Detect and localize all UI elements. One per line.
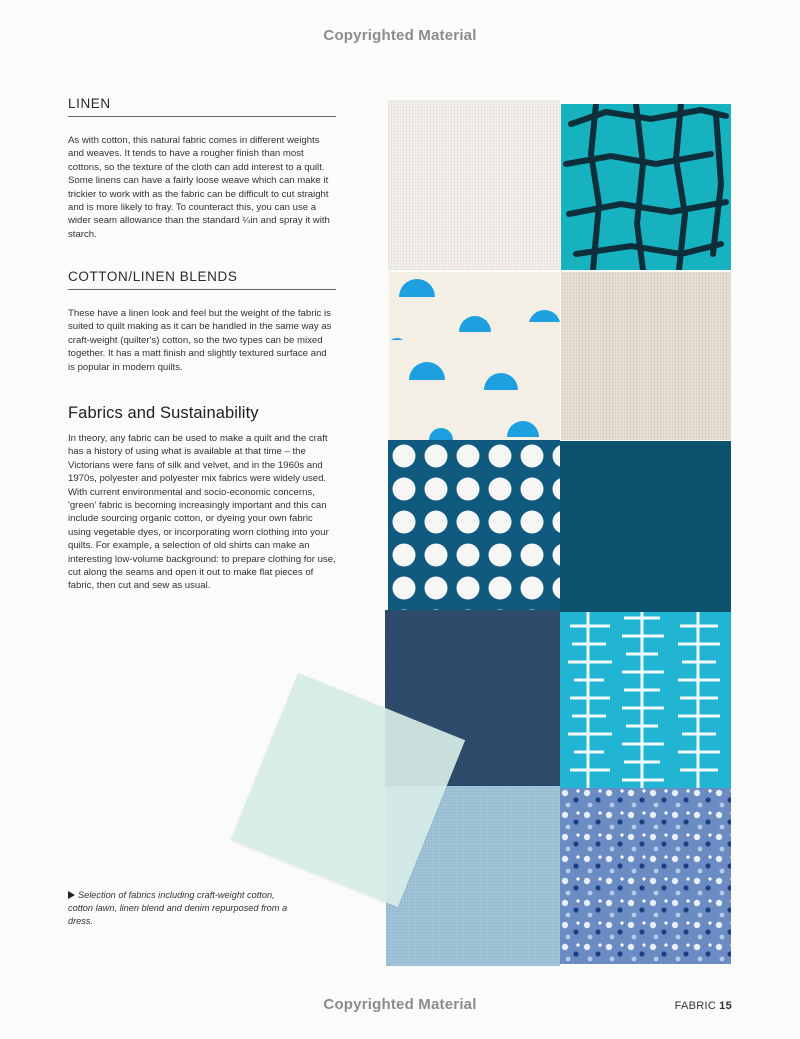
swatch-blue-semicircle-print (389, 272, 560, 440)
swatch-petrol-blue-solid (560, 441, 731, 612)
sustainability-heading: Fabrics and Sustainability (68, 404, 259, 422)
linen-body: As with cotton, this natural fabric comes in different weights and weaves. It tends to have a rougher finish than most cottons, so the texture of the cloth can add interest to a quilt. Some linens can have a fairly loose weave which can make it trickier to work with as the fabric can be difficult to cut straight and is more likely to fray. To counteract this, you can use a wider seam allowance than the standard ¼in and spray it with starch. (68, 135, 330, 240)
swatch-natural-linen (388, 100, 560, 270)
photo-caption (68, 889, 288, 927)
sustainability-body: In theory, any fabric can be used to make a quilt and the craft has a history of using what is available at that time – the Victorians were fans of silk and velvet, and in the 1960s and 1970s, polyester and polyester mix fabrics were widely used. With current environmental and socio-economic concerns, 'green' fabric is becoming increasingly important and this can include sourcing organic cotton, or dyeing your own fabric using vegetable dyes, or incorporating worn clothing into your quilts. For example, a selection of old shirts can make an interesting low-volume background: to prepare clothing for use, cut along the seams and open it out to make flat pieces of fabric, then cut and sew as usual. (68, 433, 336, 592)
swatch-navy-polka-dot (388, 440, 560, 610)
blends-section (68, 269, 336, 374)
watermark-top: Copyrighted Material (323, 27, 477, 44)
swatch-oatmeal-linen-blend (561, 272, 731, 440)
watermark-bottom: Copyrighted Material (323, 996, 477, 1013)
footer-section: FABRIC (674, 1000, 717, 1012)
blends-heading: COTTON/LINEN BLENDS (68, 269, 336, 290)
swatch-blue-floral-print (560, 788, 731, 964)
swatch-teal-crosshatch-print (561, 104, 731, 270)
sustainability-section (68, 432, 336, 593)
linen-section (68, 96, 336, 241)
caption-text: Selection of fabrics including craft-weight cotton, cotton lawn, linen blend and denim repurposed from a dress. (68, 890, 288, 926)
page-footer (675, 1000, 732, 1012)
blends-body: These have a linen look and feel but the weight of the fabric is suited to quilt making as it can be handled in the same way as craft-weight (quilter's) cotton, so the two types can be mixed together. It has a matt finish and slightly textured surface and is popular in modern quilts. (68, 308, 332, 373)
caption-arrow-icon (68, 891, 75, 899)
swatch-turquoise-ladder-print (560, 612, 731, 788)
linen-heading: LINEN (68, 96, 336, 117)
page-number: 15 (719, 1000, 732, 1012)
